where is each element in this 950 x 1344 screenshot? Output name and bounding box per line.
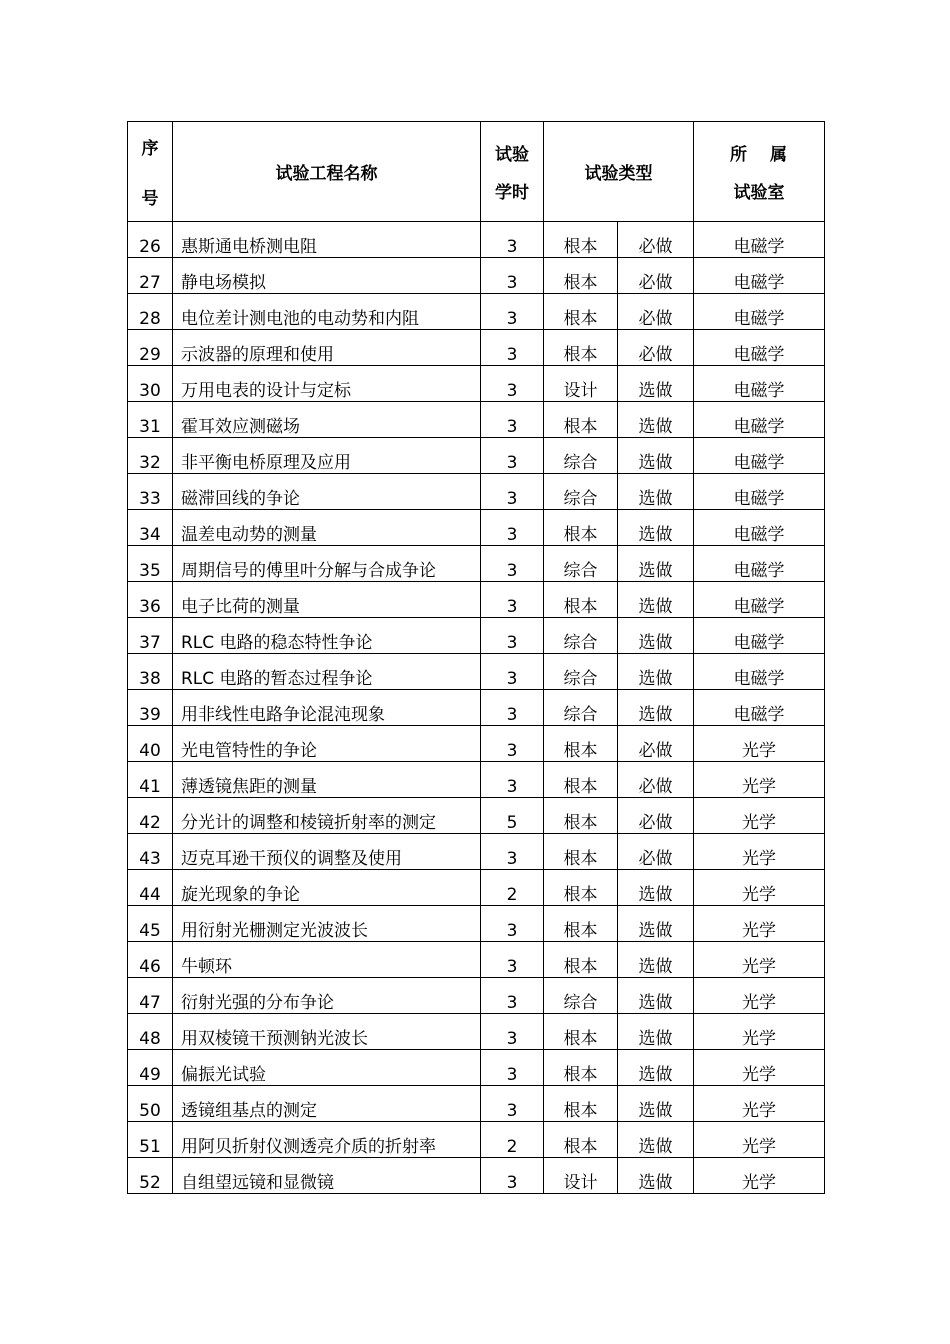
row-required: 选做 [618, 1158, 694, 1194]
header-hours [481, 122, 544, 222]
row-required: 必做 [618, 294, 694, 330]
row-lab: 电磁学 [694, 474, 825, 510]
row-required: 选做 [618, 618, 694, 654]
row-type: 设计 [544, 366, 618, 402]
table-row [128, 870, 825, 906]
row-hours: 3 [481, 618, 544, 654]
row-hours: 3 [481, 654, 544, 690]
row-experiment-name: 透镜组基点的测定 [173, 1086, 481, 1122]
row-hours: 3 [481, 978, 544, 1014]
row-number: 47 [128, 978, 173, 1014]
row-hours: 3 [481, 906, 544, 942]
row-type: 根本 [544, 1050, 618, 1086]
header-number-bottom: 号 [141, 189, 159, 209]
row-required: 必做 [618, 762, 694, 798]
row-hours: 3 [481, 582, 544, 618]
row-number: 45 [128, 906, 173, 942]
row-type: 根本 [544, 294, 618, 330]
row-hours: 3 [481, 546, 544, 582]
row-lab: 电磁学 [694, 582, 825, 618]
row-hours: 3 [481, 294, 544, 330]
row-lab: 光学 [694, 1050, 825, 1086]
row-lab: 光学 [694, 1086, 825, 1122]
row-hours: 3 [481, 942, 544, 978]
table-header [128, 122, 825, 222]
row-hours: 3 [481, 762, 544, 798]
row-number: 40 [128, 726, 173, 762]
row-required: 必做 [618, 726, 694, 762]
row-required: 选做 [618, 870, 694, 906]
table-row [128, 582, 825, 618]
row-lab: 电磁学 [694, 618, 825, 654]
row-required: 选做 [618, 906, 694, 942]
row-required: 选做 [618, 690, 694, 726]
row-required: 选做 [618, 1122, 694, 1158]
row-hours: 3 [481, 366, 544, 402]
row-hours: 3 [481, 258, 544, 294]
row-hours: 3 [481, 438, 544, 474]
row-number: 38 [128, 654, 173, 690]
row-required: 选做 [618, 438, 694, 474]
row-type: 根本 [544, 1014, 618, 1050]
table-row [128, 222, 825, 258]
row-hours: 2 [481, 1122, 544, 1158]
row-type: 综合 [544, 618, 618, 654]
row-experiment-name: 静电场模拟 [173, 258, 481, 294]
row-experiment-name: 衍射光强的分布争论 [173, 978, 481, 1014]
row-lab: 电磁学 [694, 690, 825, 726]
row-number: 37 [128, 618, 173, 654]
row-number: 52 [128, 1158, 173, 1194]
table-row [128, 618, 825, 654]
row-type: 根本 [544, 1086, 618, 1122]
row-lab: 光学 [694, 978, 825, 1014]
row-type: 根本 [544, 1122, 618, 1158]
row-experiment-name: 用阿贝折射仪测透亮介质的折射率 [173, 1122, 481, 1158]
table-row [128, 798, 825, 834]
row-lab: 电磁学 [694, 294, 825, 330]
row-experiment-name: 牛顿环 [173, 942, 481, 978]
header-lab-top-b: 属 [770, 145, 788, 165]
row-lab: 电磁学 [694, 366, 825, 402]
header-hours-top: 试验 [495, 145, 529, 165]
table-row [128, 1086, 825, 1122]
table-row [128, 690, 825, 726]
row-lab: 电磁学 [694, 654, 825, 690]
header-number [128, 122, 173, 222]
row-hours: 3 [481, 474, 544, 510]
row-type: 根本 [544, 726, 618, 762]
row-experiment-name: 电位差计测电池的电动势和内阻 [173, 294, 481, 330]
row-number: 33 [128, 474, 173, 510]
table-row [128, 294, 825, 330]
row-required: 选做 [618, 1050, 694, 1086]
table-row [128, 330, 825, 366]
row-required: 选做 [618, 510, 694, 546]
row-type: 设计 [544, 1158, 618, 1194]
row-number: 34 [128, 510, 173, 546]
row-experiment-name: 非平衡电桥原理及应用 [173, 438, 481, 474]
row-lab: 电磁学 [694, 222, 825, 258]
row-lab: 电磁学 [694, 510, 825, 546]
row-experiment-name: 周期信号的傅里叶分解与合成争论 [173, 546, 481, 582]
row-hours: 3 [481, 726, 544, 762]
table-row [128, 1158, 825, 1194]
row-experiment-name: 示波器的原理和使用 [173, 330, 481, 366]
row-experiment-name: 分光计的调整和棱镜折射率的测定 [173, 798, 481, 834]
row-number: 46 [128, 942, 173, 978]
table-row [128, 906, 825, 942]
row-number: 43 [128, 834, 173, 870]
row-lab: 光学 [694, 1014, 825, 1050]
table-row [128, 366, 825, 402]
header-experiment-name: 试验工程名称 [173, 122, 481, 222]
row-experiment-name: 用衍射光栅测定光波波长 [173, 906, 481, 942]
row-required: 必做 [618, 222, 694, 258]
row-number: 44 [128, 870, 173, 906]
row-required: 选做 [618, 546, 694, 582]
row-type: 综合 [544, 654, 618, 690]
row-number: 28 [128, 294, 173, 330]
row-hours: 3 [481, 222, 544, 258]
row-lab: 电磁学 [694, 402, 825, 438]
row-lab: 光学 [694, 1158, 825, 1194]
header-lab-top-a: 所 [730, 145, 748, 165]
row-experiment-name: RLC 电路的暂态过程争论 [173, 654, 481, 690]
row-experiment-name: 温差电动势的测量 [173, 510, 481, 546]
row-number: 48 [128, 1014, 173, 1050]
row-lab: 光学 [694, 1122, 825, 1158]
row-number: 50 [128, 1086, 173, 1122]
row-number: 49 [128, 1050, 173, 1086]
table-body [128, 222, 825, 1194]
header-lab-top [730, 140, 788, 165]
row-experiment-name: 万用电表的设计与定标 [173, 366, 481, 402]
row-required: 选做 [618, 942, 694, 978]
row-type: 综合 [544, 474, 618, 510]
row-number: 31 [128, 402, 173, 438]
row-type: 根本 [544, 798, 618, 834]
row-type: 根本 [544, 402, 618, 438]
row-hours: 3 [481, 1014, 544, 1050]
row-type: 根本 [544, 582, 618, 618]
header-hours-bottom: 学时 [495, 183, 529, 203]
table-row [128, 762, 825, 798]
row-lab: 光学 [694, 834, 825, 870]
table-row [128, 258, 825, 294]
row-type: 根本 [544, 330, 618, 366]
row-lab: 电磁学 [694, 330, 825, 366]
row-experiment-name: 迈克耳逊干预仪的调整及使用 [173, 834, 481, 870]
row-experiment-name: 旋光现象的争论 [173, 870, 481, 906]
row-lab: 光学 [694, 942, 825, 978]
row-hours: 3 [481, 1050, 544, 1086]
row-number: 36 [128, 582, 173, 618]
row-type: 综合 [544, 978, 618, 1014]
row-experiment-name: 薄透镜焦距的测量 [173, 762, 481, 798]
experiment-table [127, 121, 825, 1194]
row-hours: 5 [481, 798, 544, 834]
row-required: 选做 [618, 654, 694, 690]
row-type: 根本 [544, 510, 618, 546]
row-lab: 光学 [694, 762, 825, 798]
row-lab: 电磁学 [694, 546, 825, 582]
row-number: 41 [128, 762, 173, 798]
row-hours: 3 [481, 510, 544, 546]
row-required: 必做 [618, 834, 694, 870]
table-row [128, 438, 825, 474]
row-required: 选做 [618, 402, 694, 438]
row-number: 51 [128, 1122, 173, 1158]
table-row [128, 546, 825, 582]
row-required: 选做 [618, 1086, 694, 1122]
row-experiment-name: 用双棱镜干预测钠光波长 [173, 1014, 481, 1050]
row-experiment-name: 霍耳效应测磁场 [173, 402, 481, 438]
row-type: 根本 [544, 258, 618, 294]
header-experiment-type: 试验类型 [544, 122, 694, 222]
table-row [128, 1122, 825, 1158]
row-experiment-name: 自组望远镜和显微镜 [173, 1158, 481, 1194]
row-experiment-name: 电子比荷的测量 [173, 582, 481, 618]
row-hours: 3 [481, 330, 544, 366]
row-experiment-name: 光电管特性的争论 [173, 726, 481, 762]
row-type: 根本 [544, 906, 618, 942]
row-required: 必做 [618, 798, 694, 834]
row-number: 42 [128, 798, 173, 834]
row-lab: 电磁学 [694, 438, 825, 474]
row-number: 26 [128, 222, 173, 258]
row-number: 35 [128, 546, 173, 582]
table-row [128, 978, 825, 1014]
table-row [128, 402, 825, 438]
row-required: 必做 [618, 330, 694, 366]
table-row [128, 834, 825, 870]
table-row [128, 474, 825, 510]
table-row [128, 942, 825, 978]
row-type: 综合 [544, 690, 618, 726]
row-lab: 电磁学 [694, 258, 825, 294]
header-lab [694, 122, 825, 222]
row-required: 选做 [618, 978, 694, 1014]
table-row [128, 654, 825, 690]
row-type: 根本 [544, 222, 618, 258]
row-type: 根本 [544, 870, 618, 906]
row-type: 综合 [544, 546, 618, 582]
table-row [128, 1014, 825, 1050]
row-lab: 光学 [694, 906, 825, 942]
row-hours: 2 [481, 870, 544, 906]
header-lab-bottom: 试验室 [733, 183, 785, 203]
table-row [128, 726, 825, 762]
row-required: 选做 [618, 1014, 694, 1050]
row-type: 根本 [544, 942, 618, 978]
row-lab: 光学 [694, 798, 825, 834]
row-experiment-name: 偏振光试验 [173, 1050, 481, 1086]
row-lab: 光学 [694, 726, 825, 762]
table-row [128, 1050, 825, 1086]
row-hours: 3 [481, 690, 544, 726]
row-type: 综合 [544, 438, 618, 474]
table-row [128, 510, 825, 546]
row-hours: 3 [481, 1158, 544, 1194]
row-experiment-name: 磁滞回线的争论 [173, 474, 481, 510]
row-required: 选做 [618, 474, 694, 510]
row-type: 根本 [544, 762, 618, 798]
row-hours: 3 [481, 402, 544, 438]
row-experiment-name: 惠斯通电桥测电阻 [173, 222, 481, 258]
row-required: 必做 [618, 258, 694, 294]
row-number: 29 [128, 330, 173, 366]
row-experiment-name: 用非线性电路争论混沌现象 [173, 690, 481, 726]
header-number-top: 序 [141, 139, 159, 159]
row-hours: 3 [481, 1086, 544, 1122]
row-experiment-name: RLC 电路的稳态特性争论 [173, 618, 481, 654]
row-type: 根本 [544, 834, 618, 870]
row-required: 选做 [618, 366, 694, 402]
row-number: 39 [128, 690, 173, 726]
row-required: 选做 [618, 582, 694, 618]
row-number: 30 [128, 366, 173, 402]
row-lab: 光学 [694, 870, 825, 906]
row-number: 32 [128, 438, 173, 474]
row-number: 27 [128, 258, 173, 294]
row-hours: 3 [481, 834, 544, 870]
